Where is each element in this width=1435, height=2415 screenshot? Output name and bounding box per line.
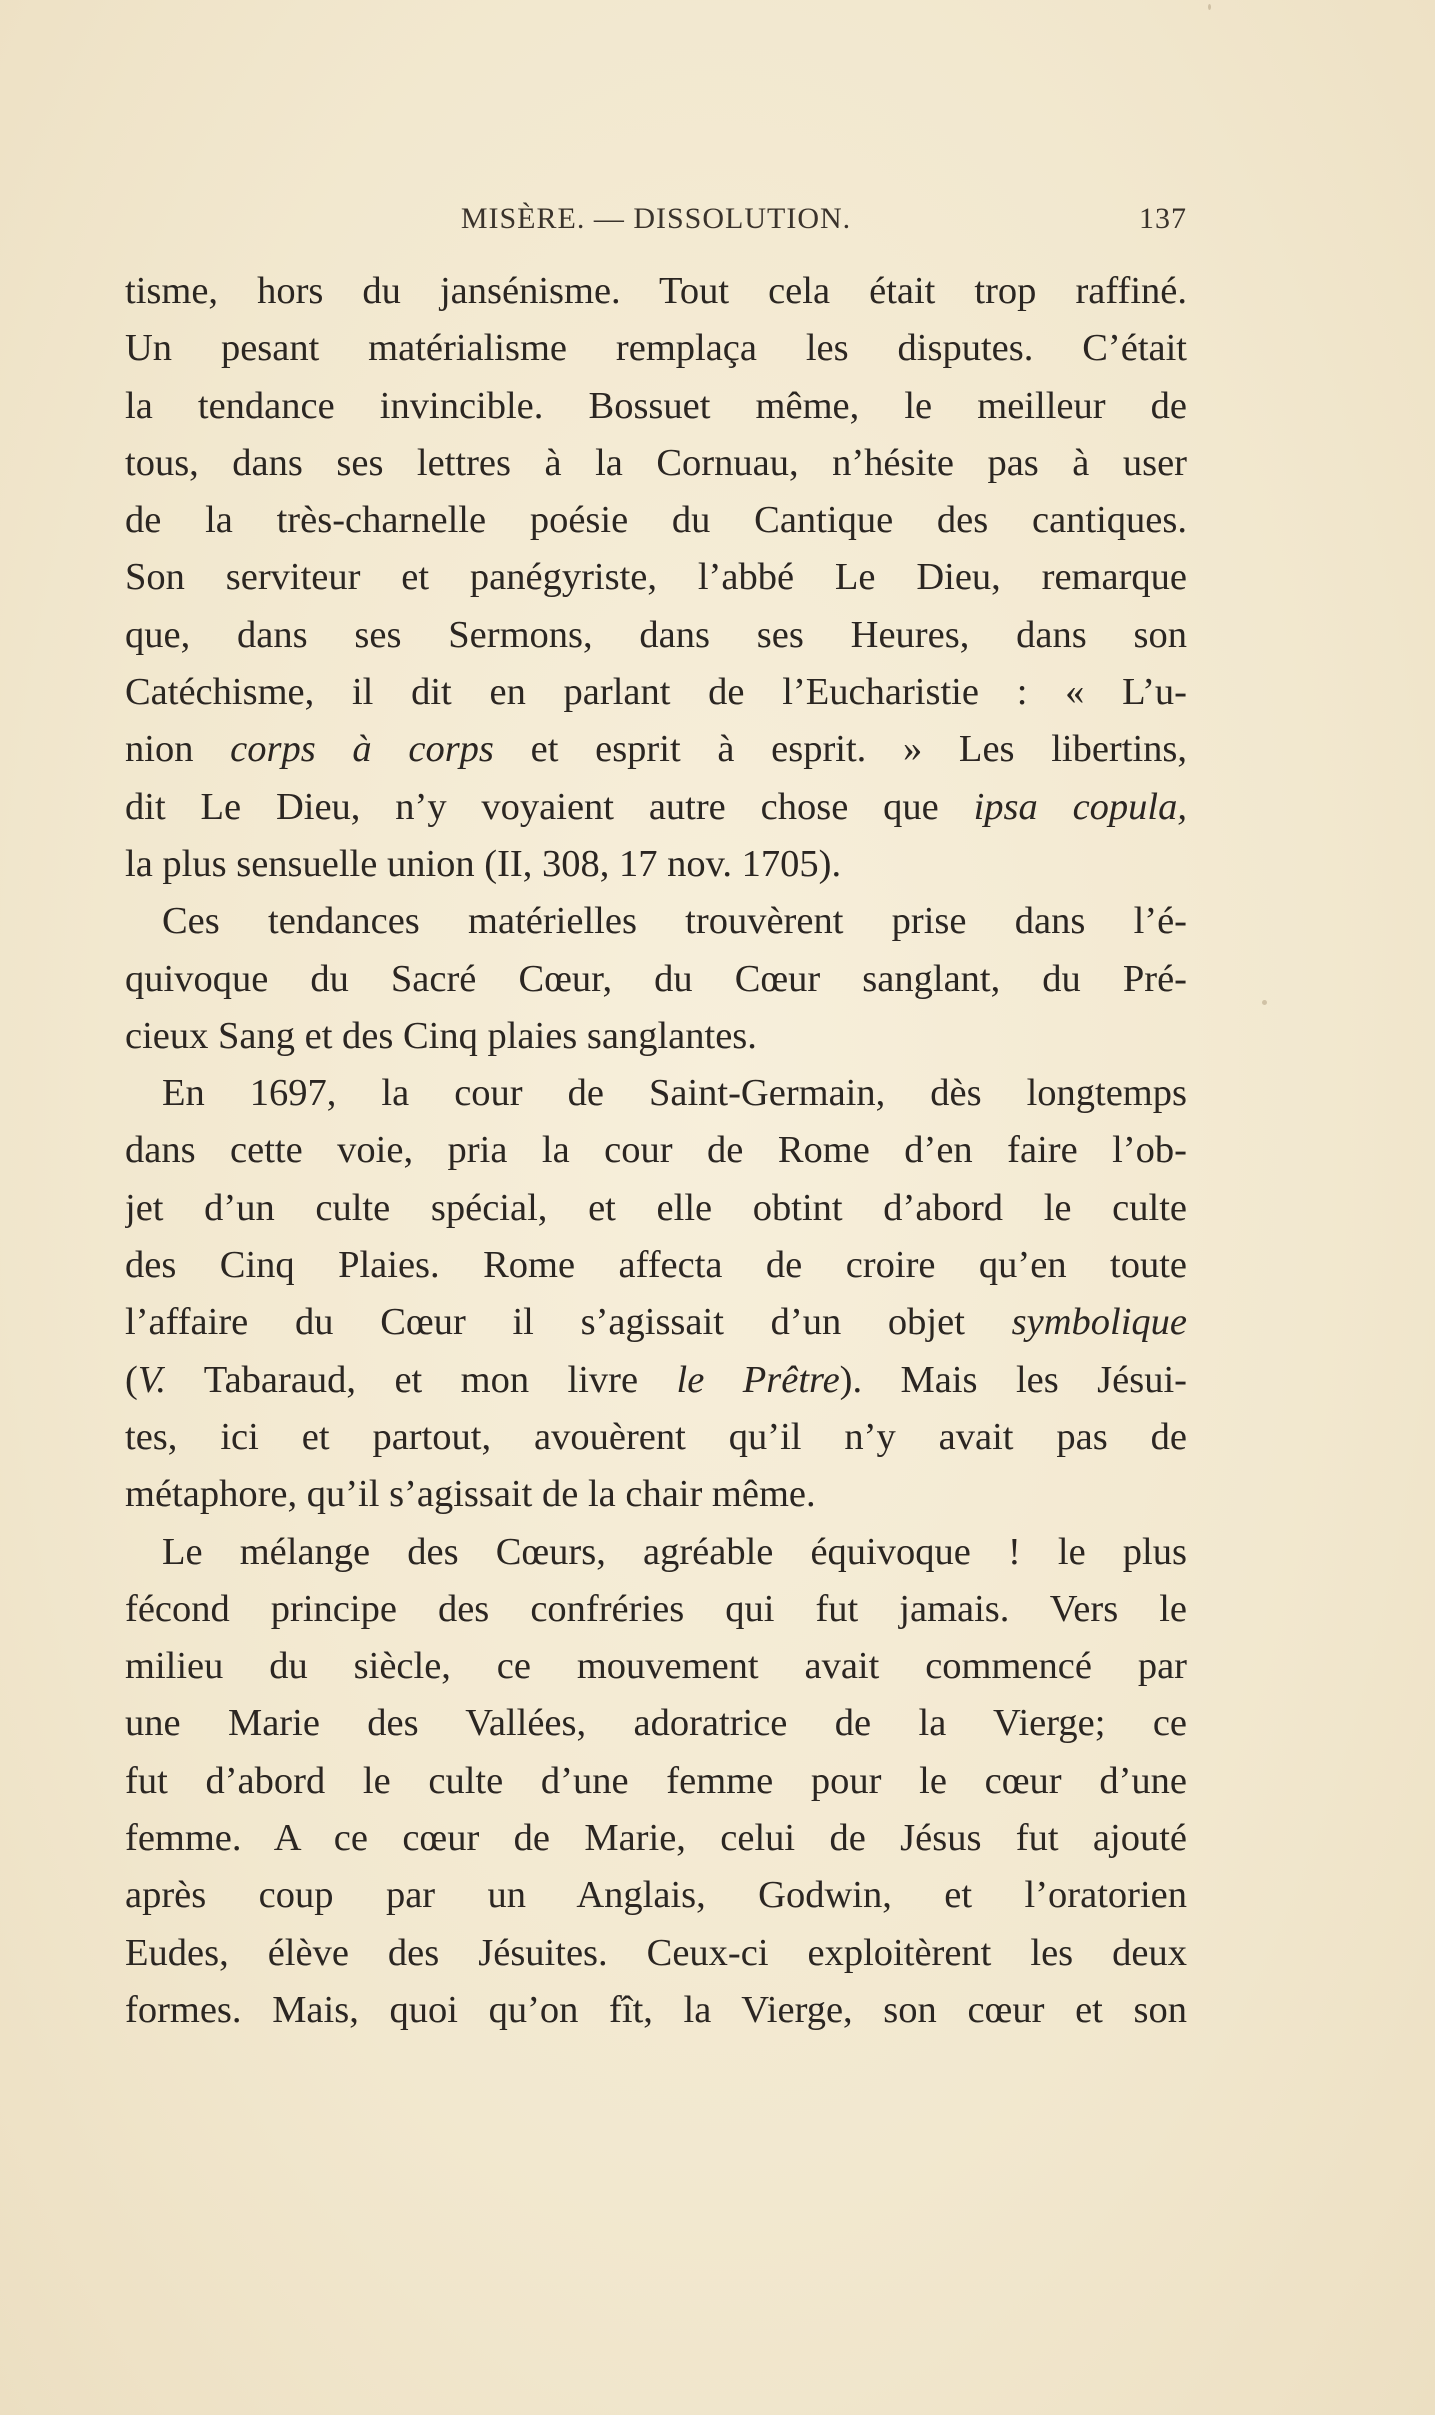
text-line: (V. Tabaraud, et mon livre le Prêtre). Mais les Jésui- (125, 1358, 1187, 1401)
text-line: une Marie des Vallées, adoratrice de la Vierge; ce (125, 1702, 1187, 1745)
text-line: formes. Mais, quoi qu’on fît, la Vierge, son cœur et son (125, 1988, 1187, 2031)
italic-phrase: le Prêtre (676, 1358, 840, 1401)
text-line: milieu du siècle, ce mouvement avait commencé par (125, 1645, 1187, 1688)
text-line: de la très-charnelle poésie du Cantique des cantiques. (125, 499, 1187, 542)
text-line: que, dans ses Sermons, dans ses Heures, dans son (125, 613, 1187, 656)
body-text (125, 263, 1187, 2039)
text-line: fécond principe des confréries qui fut jamais. Vers le (125, 1587, 1187, 1630)
text-line: nion corps à corps et esprit à esprit. » Les libertins, (125, 728, 1187, 771)
text-line: quivoque du Sacré Cœur, du Cœur sanglant, du Pré- (125, 957, 1187, 1000)
page-header (125, 202, 1187, 252)
italic-phrase: ipsa copula, (973, 785, 1187, 828)
text-line: Eudes, élève des Jésuites. Ceux-ci exploitèrent les deux (125, 1931, 1187, 1974)
text-line: la plus sensuelle union (II, 308, 17 nov. 1705). (125, 842, 842, 885)
text-line: la tendance invincible. Bossuet même, le meilleur de (125, 384, 1187, 427)
text-line: Un pesant matérialisme remplaça les disputes. C’était (125, 327, 1187, 370)
text-line: En 1697, la cour de Saint-Germain, dès longtemps (162, 1072, 1187, 1115)
text-line: des Cinq Plaies. Rome affecta de croire qu’en toute (125, 1244, 1187, 1287)
text-line: dit Le Dieu, n’y voyaient autre chose que ipsa copula, (125, 785, 1187, 828)
text-line: Son serviteur et panégyriste, l’abbé Le Dieu, remarque (125, 556, 1187, 599)
text-line: après coup par un Anglais, Godwin, et l’oratorien (125, 1874, 1187, 1917)
text-line: jet d’un culte spécial, et elle obtint d’abord le culte (125, 1186, 1187, 1229)
paper-speck (1262, 1000, 1267, 1005)
text-line: dans cette voie, pria la cour de Rome d’en faire l’ob- (125, 1129, 1187, 1172)
text-line: tous, dans ses lettres à la Cornuau, n’hésite pas à user (125, 441, 1187, 484)
text-line: femme. A ce cœur de Marie, celui de Jésus fut ajouté (125, 1817, 1187, 1860)
italic-phrase: V. (137, 1358, 167, 1401)
text-line: tes, ici et partout, avouèrent qu’il n’y avait pas de (125, 1415, 1187, 1458)
text-line: Le mélange des Cœurs, agréable équivoque ! le plus (162, 1530, 1187, 1573)
italic-phrase: corps à corps (230, 728, 494, 771)
text-line: tisme, hors du jansénisme. Tout cela était trop raffiné. (125, 270, 1187, 312)
text-line: l’affaire du Cœur il s’agissait d’un objet symbolique (125, 1301, 1187, 1344)
text-line: métaphore, qu’il s’agissait de la chair même. (125, 1473, 816, 1516)
running-title: MISÈRE. — DISSOLUTION. (460, 202, 852, 235)
paper-speck (1208, 4, 1211, 10)
text-line: fut d’abord le culte d’une femme pour le cœur d’une (125, 1759, 1187, 1802)
text-line: Catéchisme, il dit en parlant de l’Eucharistie : « L’u- (125, 671, 1187, 714)
text-line: cieux Sang et des Cinq plaies sanglantes. (125, 1014, 757, 1057)
italic-phrase: symbolique (1011, 1301, 1187, 1344)
text-line: Ces tendances matérielles trouvèrent prise dans l’é- (162, 900, 1187, 943)
page-number: 137 (1139, 202, 1187, 235)
